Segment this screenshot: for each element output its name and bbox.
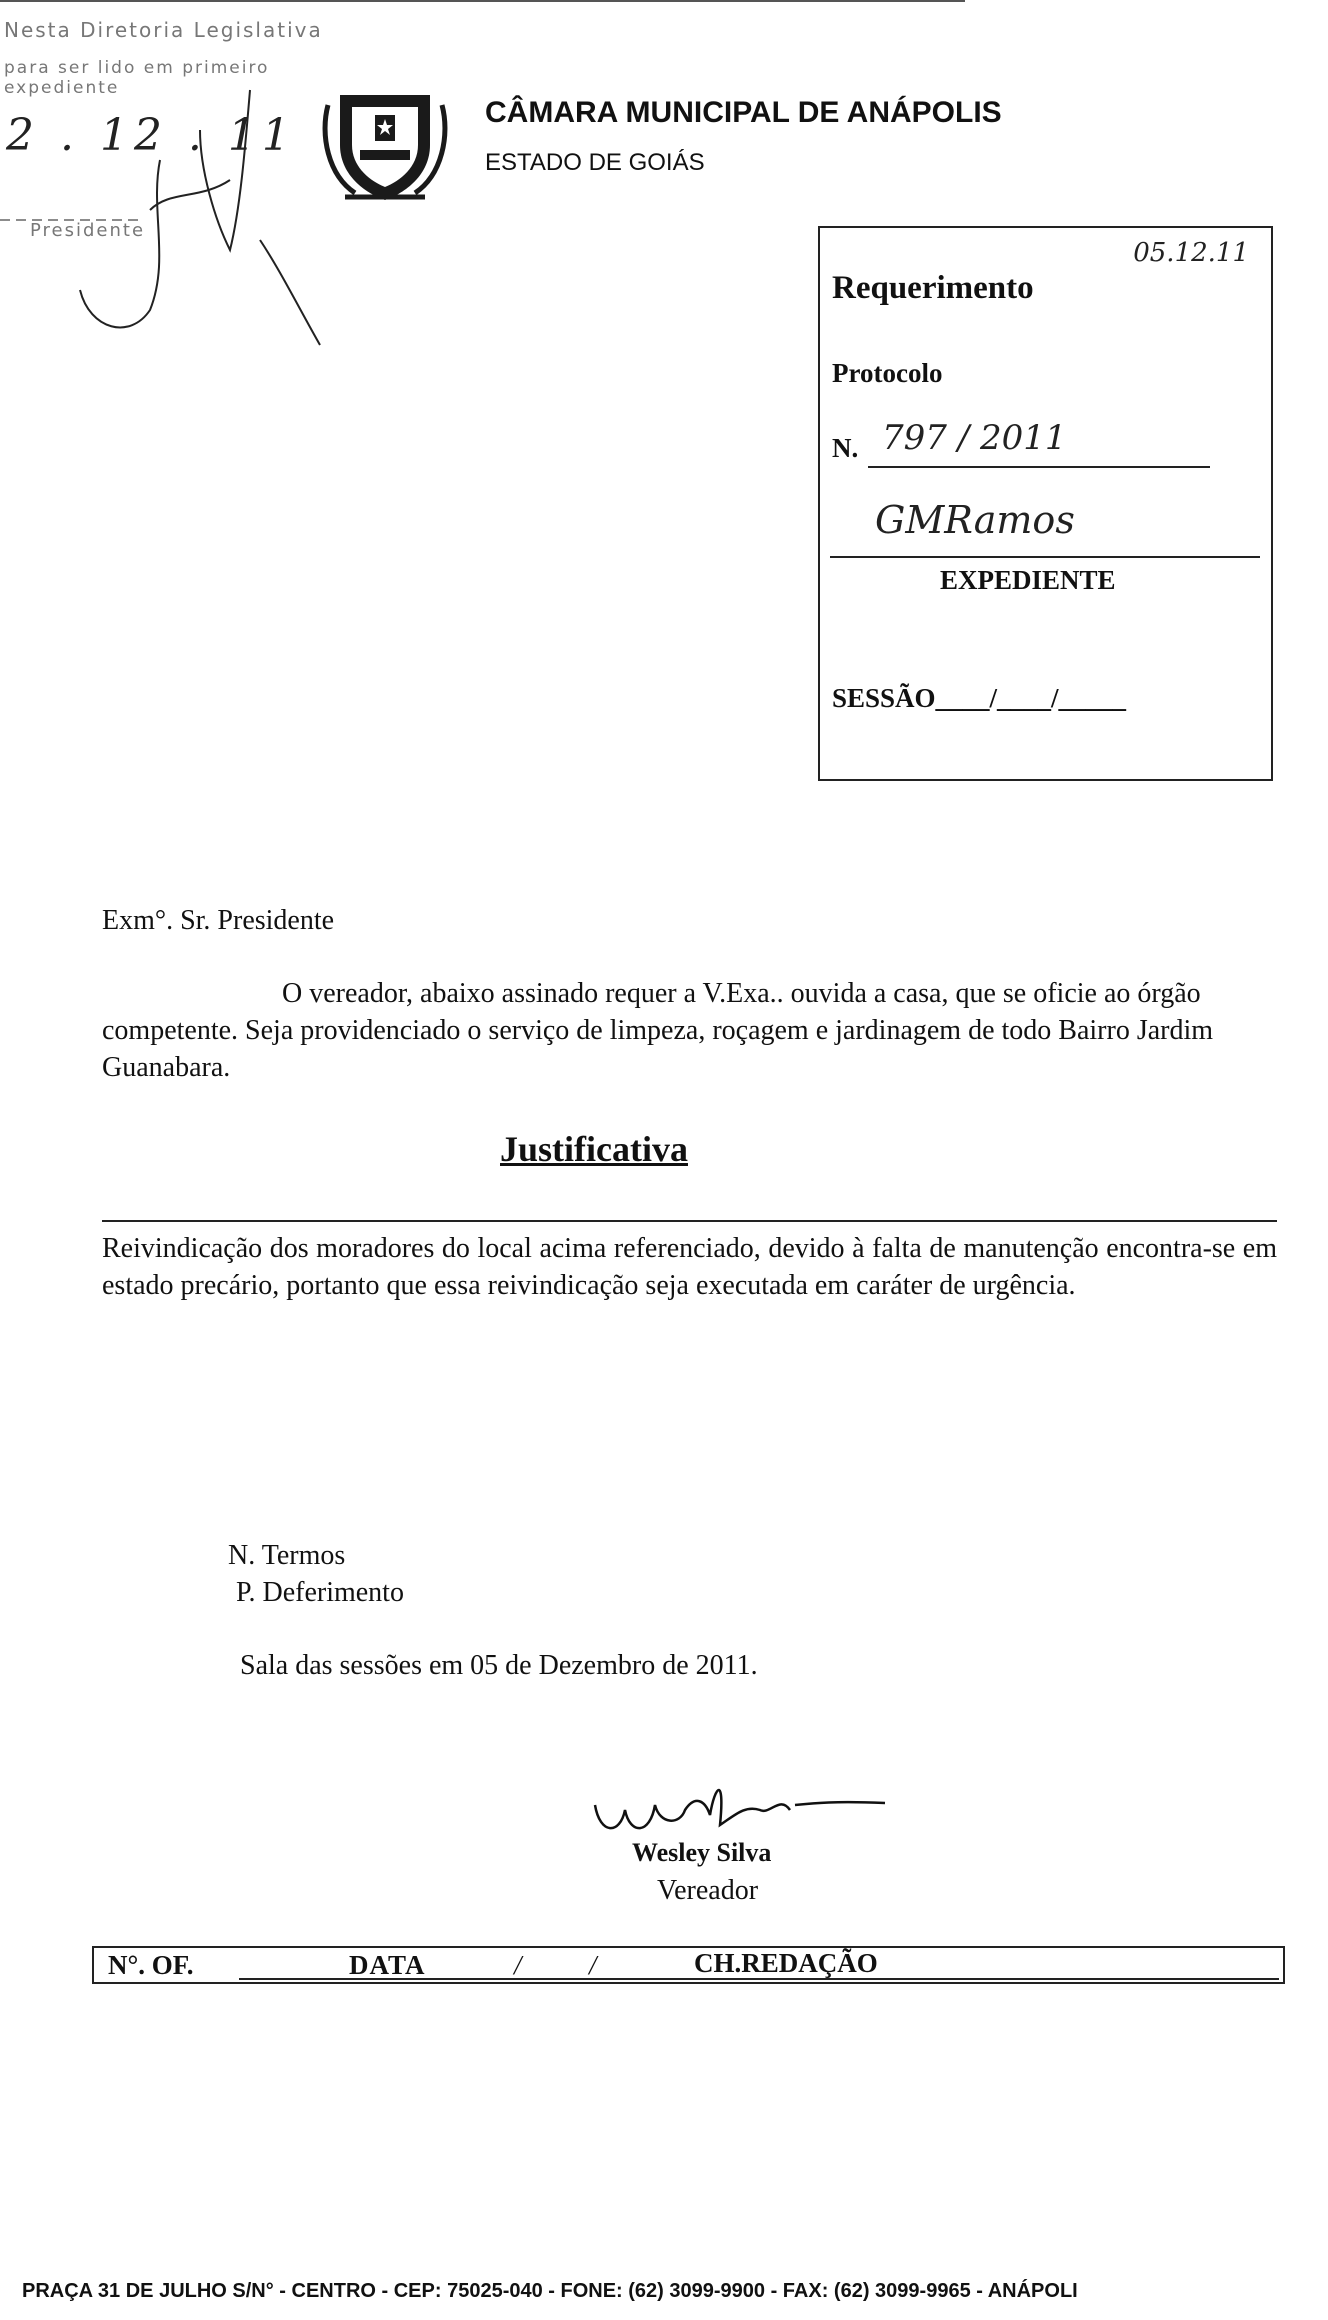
expediente-line [830,556,1260,558]
salutation: Exm°. Sr. Presidente [102,905,335,936]
protocol-number-line [868,466,1210,468]
organization-name: CÂMARA MUNICIPAL DE ANÁPOLIS [485,96,1002,129]
place-and-date: Sala das sessões em 05 de Dezembro de 2011. [240,1650,758,1681]
signer-name: Wesley Silva [632,1838,772,1867]
justification-paragraph: Reivindicação dos moradores do local acima referenciado, devido à falta de manutenção encontra-se em estado precário, portanto que essa reivindicação seja executada em caráter de urgência. [102,1233,1277,1301]
routing-number-label: N°. OF. [108,1950,194,1980]
stamp-line-4: Presidente [30,220,146,241]
organization-state: ESTADO DE GOIÁS [485,149,705,176]
routing-date-label: DATA [349,1950,426,1980]
protocol-number-handwritten: 797 / 2011 [882,418,1067,458]
routing-redacao-label: CH.REDAÇÃO [694,1948,878,1978]
stamp-signature-scribble [0,10,330,350]
closing-termos: N. Termos [228,1540,346,1571]
justification-title: Justificativa [500,1129,688,1169]
expediente-label: EXPEDIENTE [940,565,1116,595]
request-paragraph [102,975,1252,1086]
stamp-line-2: para ser lido em primeiro expediente [4,58,270,98]
stamp-handwritten-date: 2 . 12 . 11 [6,110,296,161]
protocol-number-label: N. [832,433,859,463]
signer-role: Vereador [657,1875,759,1906]
justification-rule [102,1220,1277,1222]
footer-address: PRAÇA 31 DE JULHO S/N° - CENTRO - CEP: 75025-040 - FONE: (62) 3099-9900 - FAX: (62) 3099-9965 - ANÁPOLI [22,2280,1078,2302]
expediente-handwritten-signature: GMRamos [875,498,1075,542]
coat-of-arms-icon [320,85,450,205]
sessao-label: SESSÃO____/____/_____ [832,683,1127,713]
protocol-box [818,226,1273,781]
receipt-stamp [0,10,330,350]
protocol-handwritten-date: 05.12.11 [1133,238,1249,268]
top-scan-rule [0,0,965,2]
routing-date-slashes: / / [514,1950,597,1980]
protocol-title: Requerimento [832,270,1034,306]
request-text: O vereador, abaixo assinado requer a V.Exa.. ouvida a casa, que se oficie ao órgão competente. Seja providenciado o serviço de limpeza, roçagem e jardinagem de todo Bairro Jardim Guanabara. [102,978,1214,1083]
closing-deferimento: P. Deferimento [236,1577,404,1608]
protocol-label: Protocolo [832,358,943,388]
stamp-line-1: Nesta Diretoria Legislativa [4,18,323,42]
routing-box [92,1946,1285,1984]
